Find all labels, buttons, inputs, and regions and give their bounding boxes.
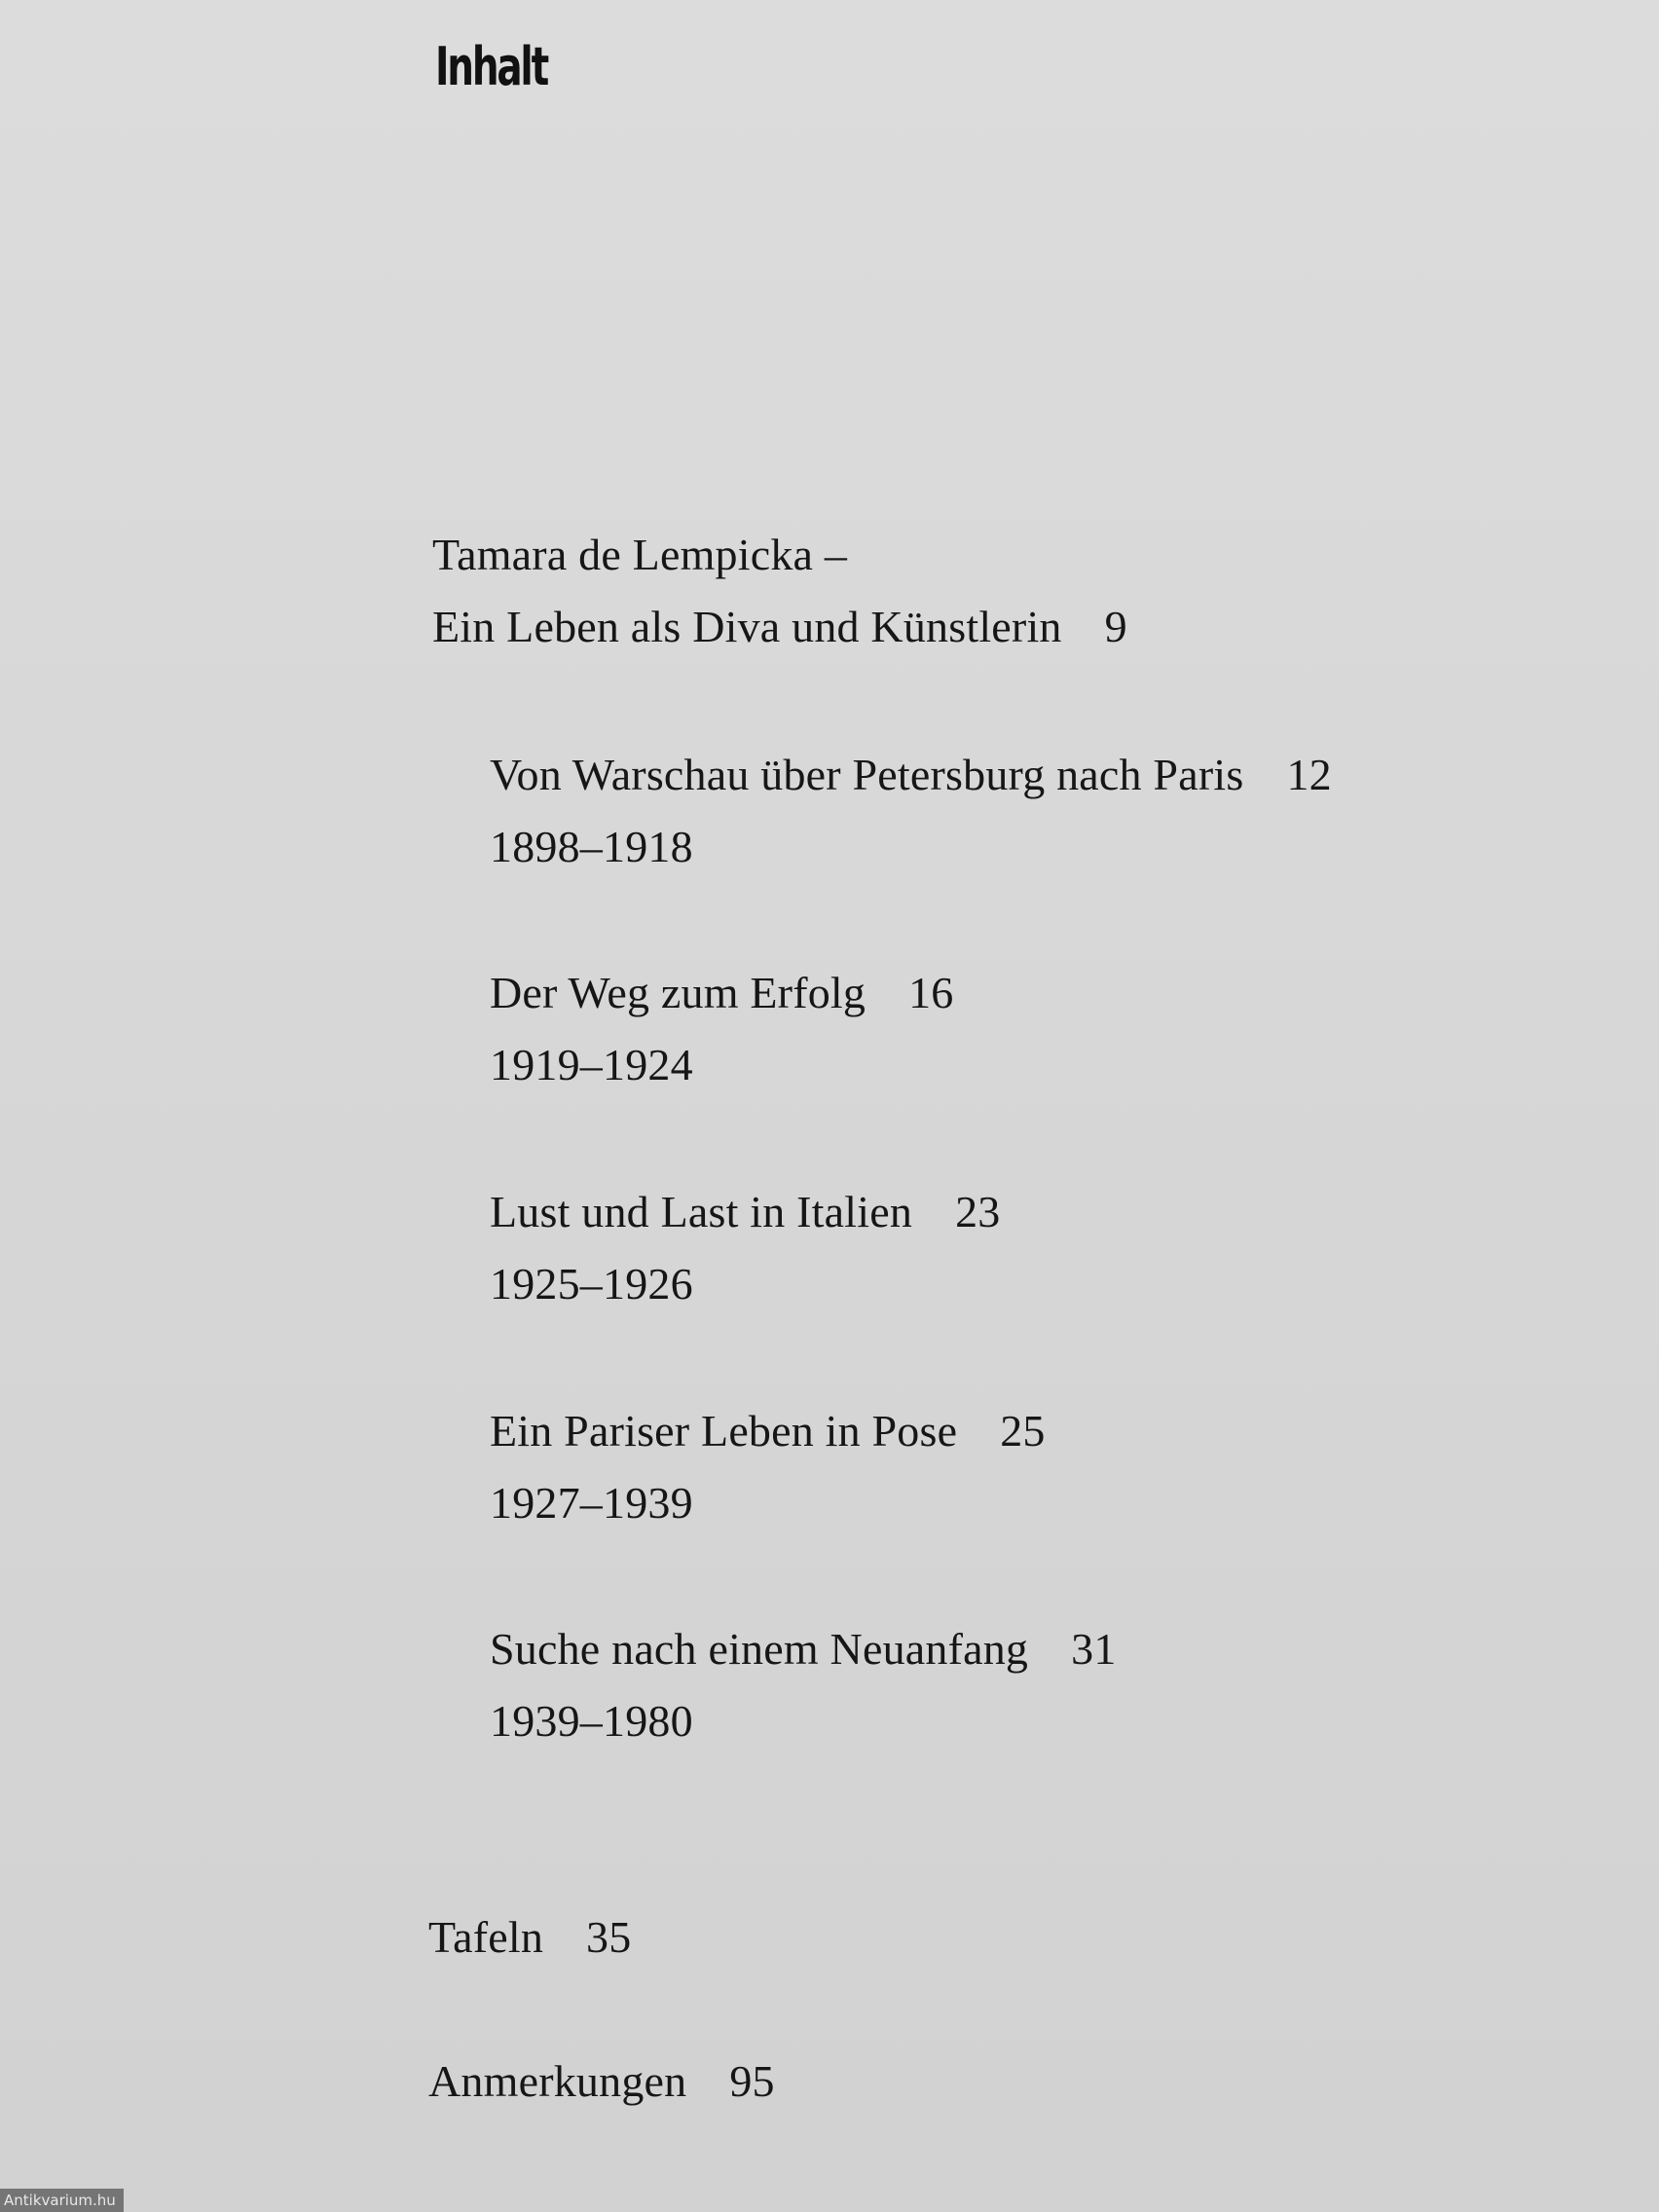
chapter-4-title: Ein Pariser Leben in Pose [490,1406,958,1456]
chapter-3-years: 1925–1926 [490,1259,693,1309]
chapter-5-title: Suche nach einem Neuanfang [490,1624,1029,1674]
intro-title-line-2 [432,600,1127,654]
chapter-2-title: Der Weg zum Erfolg [490,968,866,1017]
anmerkungen-page-number: 95 [729,2056,775,2106]
chapter-2-years: 1919–1924 [490,1040,693,1089]
chapter-3-title-line [490,1185,1000,1239]
chapter-4-years: 1927–1939 [490,1478,693,1528]
chapter-5-years: 1939–1980 [490,1696,693,1746]
chapter-4-title-line [490,1404,1046,1458]
watermark-label: Antikvarium.hu [0,2189,124,2212]
anmerkungen-label: Anmerkungen [428,2056,687,2106]
chapter-3-title: Lust und Last in Italien [490,1187,913,1236]
chapter-1-title: Von Warschau über Petersburg nach Paris [490,750,1244,799]
chapter-2-page-number: 16 [908,968,954,1017]
chapter-3-page-number: 23 [955,1187,1001,1236]
chapter-5-page-number: 31 [1071,1624,1117,1674]
chapter-1-title-line [490,748,1332,802]
intro-title-text-1: Tamara de Lempicka – [432,530,848,579]
intro-title-line-1 [432,528,847,582]
chapter-4-page-number: 25 [1000,1406,1046,1456]
chapter-5-title-line [490,1622,1117,1677]
anmerkungen-entry [428,2054,775,2109]
tafeln-entry [428,1910,631,1965]
intro-page-number: 9 [1104,602,1127,651]
chapter-2-title-line [490,966,954,1020]
chapter-1-page-number: 12 [1286,750,1332,799]
page-heading: Inhalt [435,36,548,97]
tafeln-label: Tafeln [428,1912,544,1962]
intro-title-text-2: Ein Leben als Diva und Künstlerin [432,602,1062,651]
tafeln-page-number: 35 [586,1912,632,1962]
chapter-1-years: 1898–1918 [490,822,693,871]
